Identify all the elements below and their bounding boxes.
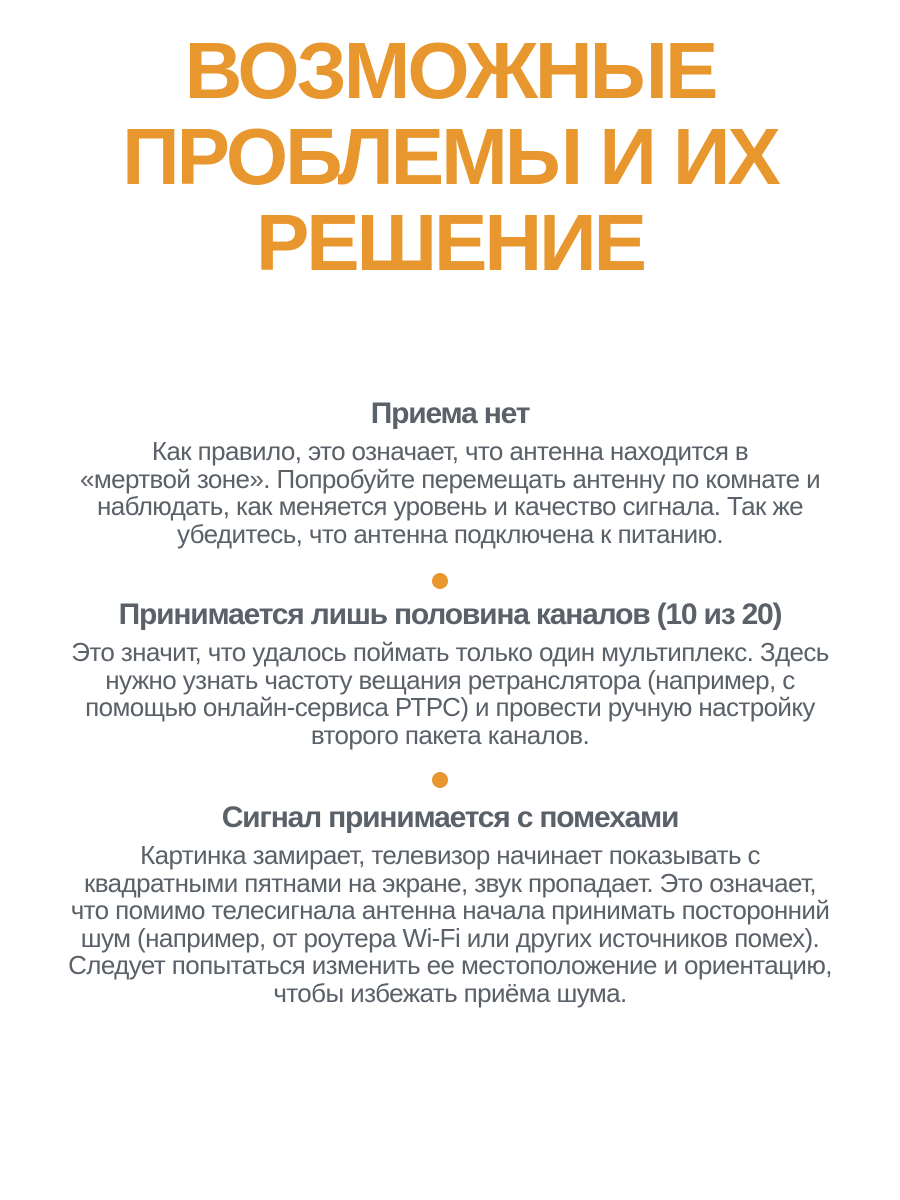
section-body xyxy=(20,438,880,548)
section-half-channels xyxy=(20,597,880,749)
section-heading: Приема нет xyxy=(370,397,530,430)
page-title-line: ПРОБЛЕМЫ И ИХ xyxy=(122,112,778,201)
bullet-dot-icon xyxy=(432,573,448,589)
body-line: нужно узнать частоту вещания ретранслятора (например, с xyxy=(105,664,795,695)
body-line: Картинка замирает, телевизор начинает показывать с xyxy=(140,840,760,870)
page-title xyxy=(0,28,900,286)
body-line: квадратными пятнами на экране, звук пропадает. Это означает, xyxy=(83,867,816,898)
body-line: второго пакета каналов. xyxy=(310,719,590,750)
body-line: Как правило, это означает, что антенна находится в xyxy=(151,436,749,466)
page-title-line: ВОЗМОЖНЫЕ xyxy=(184,26,716,115)
section-heading: Сигнал принимается с помехами xyxy=(221,801,679,834)
body-line: «мертвой зоне». Попробуйте перемещать антенну по комнате и xyxy=(79,463,821,494)
body-line: помощью онлайн-сервиса РТРС) и провести ручную настройку xyxy=(85,692,815,722)
body-line: что помимо телесигнала антенна начала принимать посторонний xyxy=(70,895,830,925)
section-body xyxy=(20,639,880,749)
bullet-dot-icon xyxy=(432,772,448,788)
body-line: шум (например, от роутера Wi-Fi или других источников помех). xyxy=(80,922,820,953)
page-title-line: РЕШЕНИЕ xyxy=(255,198,645,287)
body-line: убедитесь, что антенна подключена к питанию. xyxy=(176,518,724,549)
section-body xyxy=(20,842,880,1007)
section-no-reception xyxy=(20,396,880,548)
section-heading: Принимается лишь половина каналов (10 из 20) xyxy=(118,598,782,631)
body-line: Это значит, что удалось поймать только один мультиплекс. Здесь xyxy=(71,637,829,667)
body-line: наблюдать, как меняется уровень и качество сигнала. Так же xyxy=(96,491,804,521)
section-interference xyxy=(20,800,880,1007)
body-line: чтобы избежать приёма шума. xyxy=(273,977,627,1008)
body-line: Следует попытаться изменить ее местоположение и ориентацию, xyxy=(68,950,832,980)
